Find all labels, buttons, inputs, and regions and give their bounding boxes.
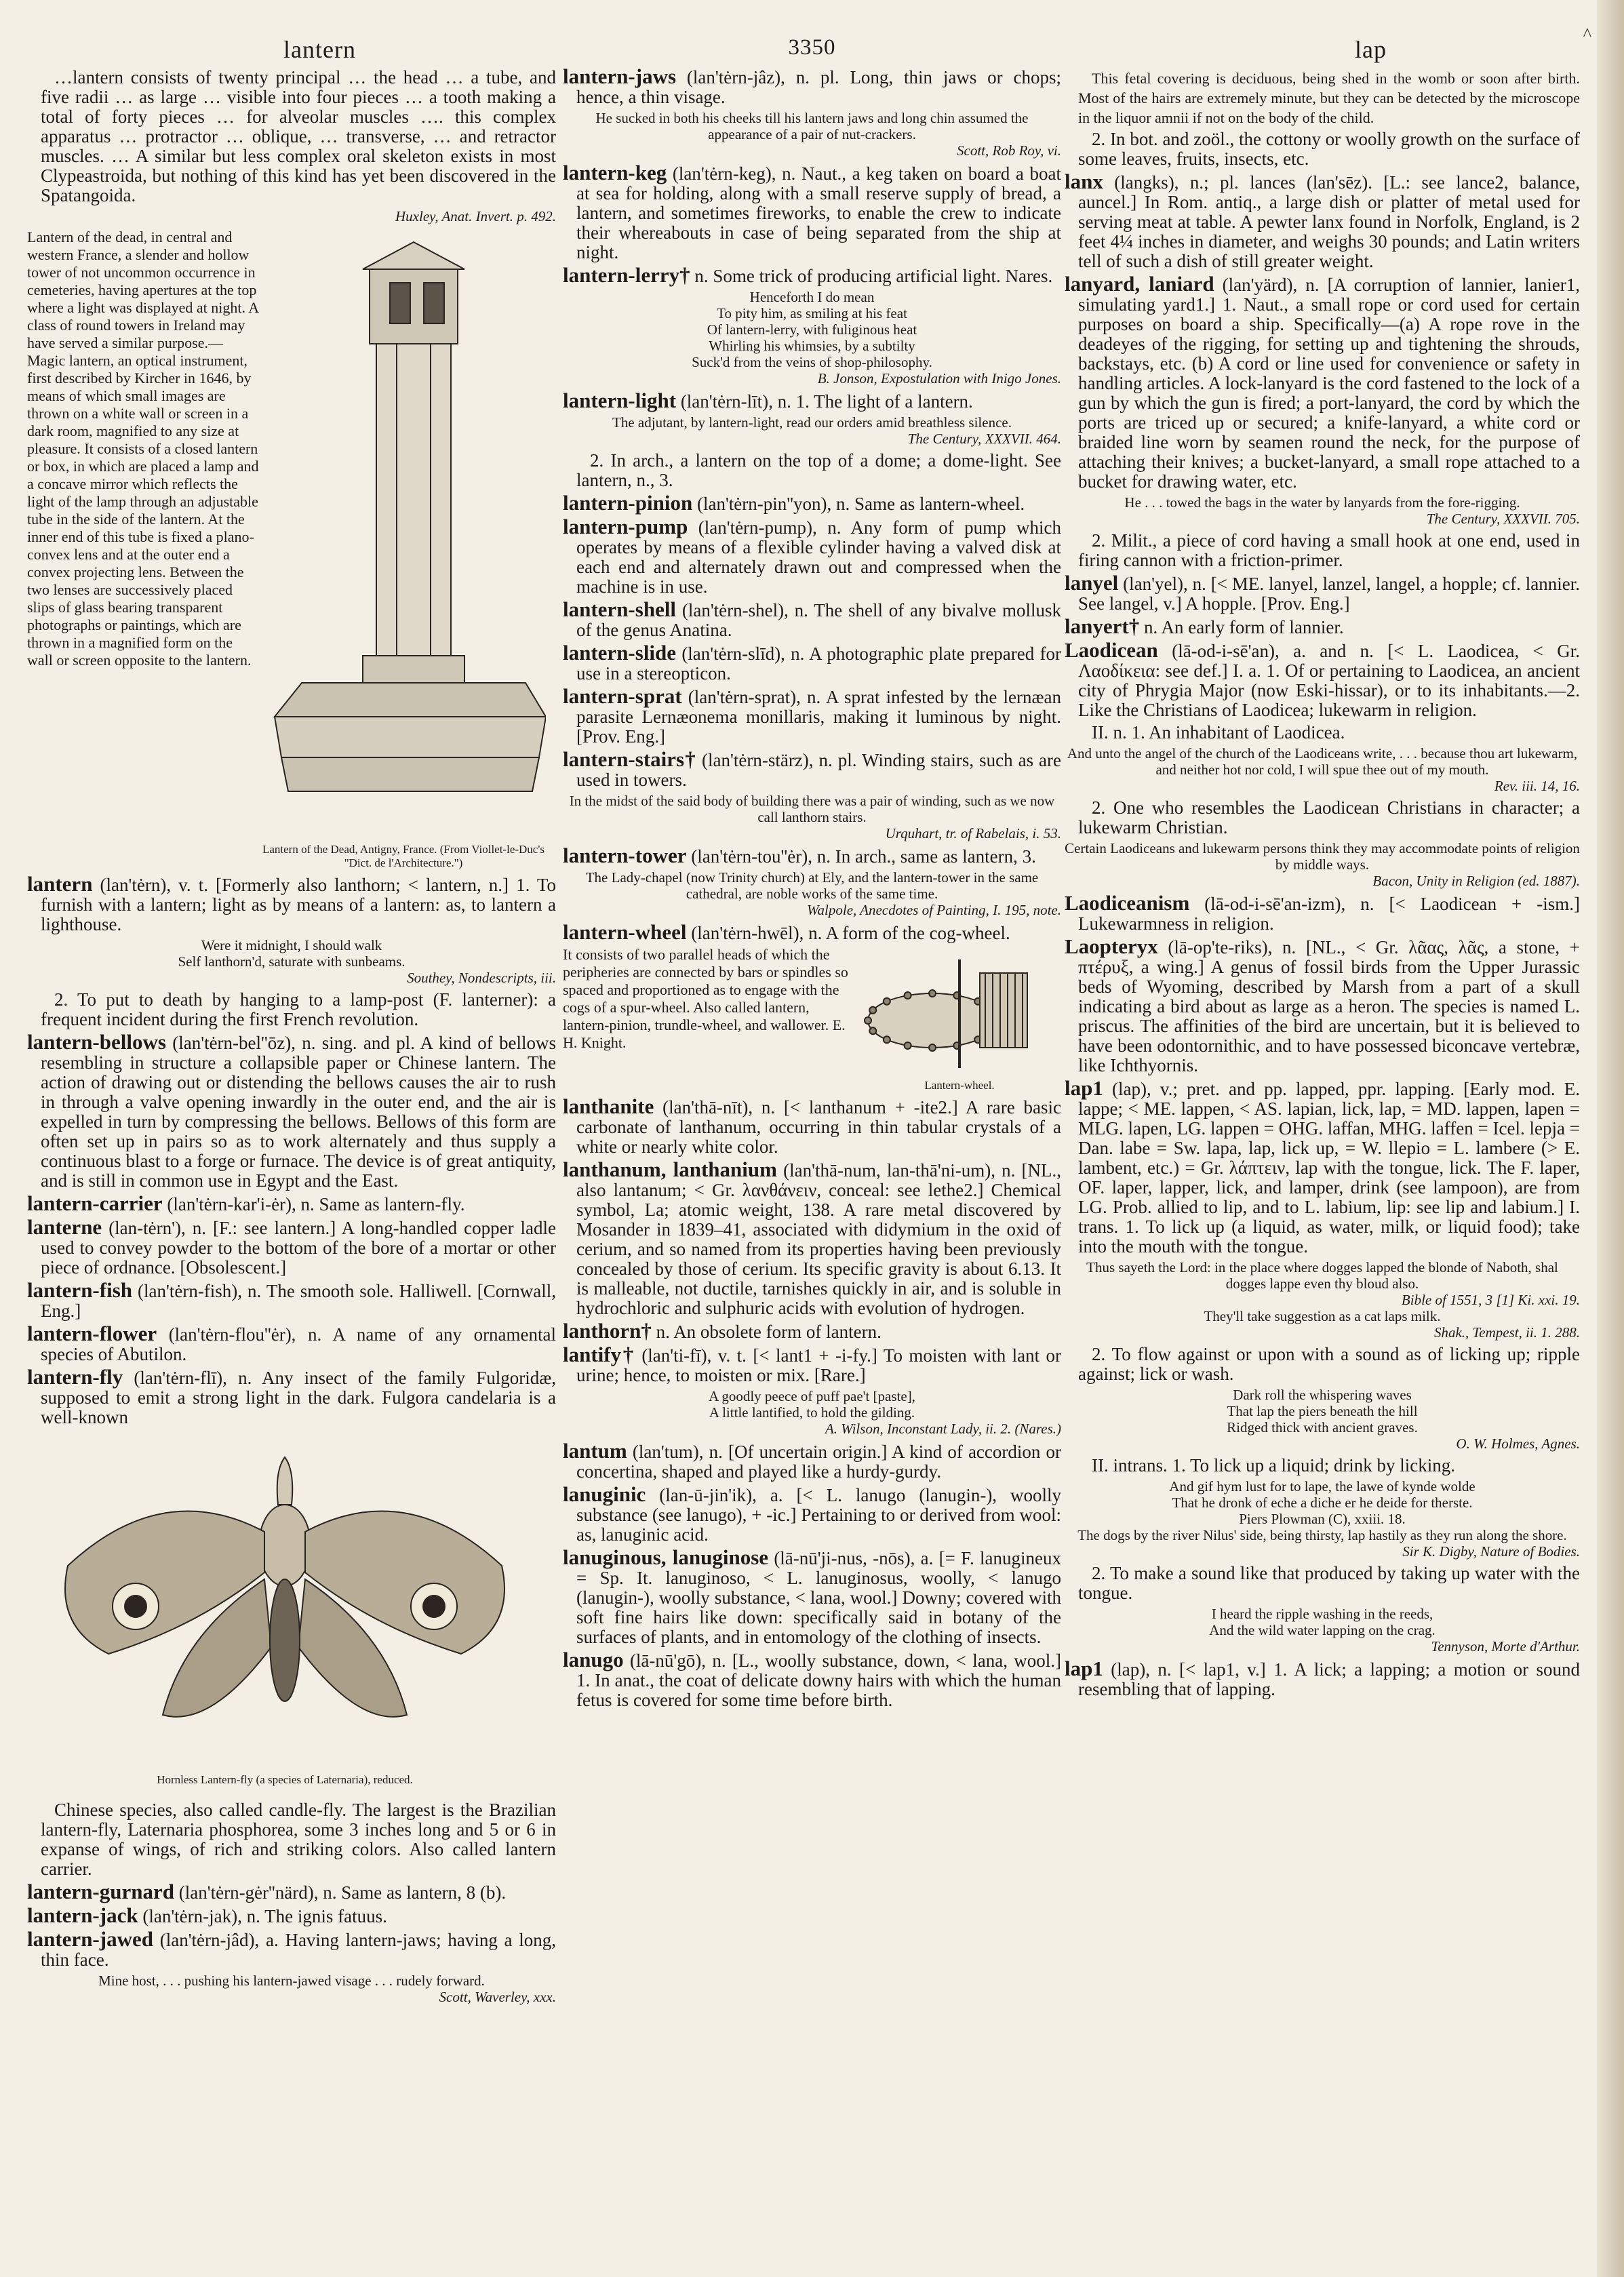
pronunciation: (lan'tėrn-kar'i-ėr), n. xyxy=(167,1194,315,1214)
definition: This fetal covering is deciduous, being shed in the womb or soon after birth. Most of the hairs are extremely minute, but they can be detected by the microscope in the liquor amnii if not on the body of the child. xyxy=(1078,70,1580,126)
citation: O. W. Holmes, Agnes. xyxy=(1456,1436,1580,1452)
pronunciation: n. xyxy=(694,266,709,286)
pronunciation: (lap), n. xyxy=(1111,1659,1172,1680)
dictionary-entry xyxy=(1065,640,1580,720)
headword: lantern-fish xyxy=(27,1278,132,1302)
dictionary-entry xyxy=(1065,1659,1580,1699)
quote-line: Were it midnight, I should walk xyxy=(201,937,382,953)
quote-line: Mine host, . . . pushing his lantern-jawed visage . . . rudely forward. xyxy=(98,1973,485,1989)
citation: B. Jonson, Expostulation with Inigo Jones. xyxy=(817,370,1061,387)
quotation xyxy=(27,937,556,986)
citation: Bacon, Unity in Religion (ed. 1887). xyxy=(1372,873,1580,889)
quotation xyxy=(563,793,1061,842)
quotation xyxy=(563,289,1061,387)
definition: [F.: see lantern.] A long-handled copper ladle used to convey powder to the bottom of the bore of a mortar or other piece of ordnance. [Obsolescent.] xyxy=(41,1218,556,1278)
headword: lantern-shell xyxy=(563,597,677,621)
headword: lanthanite xyxy=(563,1094,654,1118)
definition: 2. To put to death by hanging to a lamp-post (F. lanterner): a frequent incident during the first French revolution. xyxy=(41,989,556,1029)
definition: 2. To make a sound like that produced by taking up water with the tongue. xyxy=(1078,1563,1580,1603)
definition: A kind of bellows resembling in structure a collapsible paper or Chinese lantern. The action of drawing out or distending the bellows causes the air to rush in through a valve opening inwardly in the outer end, and the air is expelled in turn by compressing the bellows. Bellows of this form are often set up in pairs so as to work alternately and thus supply a continuous blast to a forge or furnace. The device is of great antiquity, and is still in common use in Egypt and the East. xyxy=(41,1033,556,1191)
headword: lantern-flower xyxy=(27,1322,157,1345)
headword: lantern-slide xyxy=(563,641,677,665)
headword: lantern-bellows xyxy=(27,1030,166,1054)
definition: A form of the cog-wheel. xyxy=(825,923,1010,943)
dictionary-entry xyxy=(27,1367,556,1427)
definition: An obsolete form of lantern. xyxy=(673,1322,882,1342)
pronunciation: (lan'tėrn-hwēl), n. xyxy=(691,923,823,943)
dictionary-entry xyxy=(1065,172,1580,271)
dictionary-entry xyxy=(1065,1564,1580,1603)
lantern-fly-illustration xyxy=(27,1430,542,1769)
running-head-right: lap xyxy=(1355,36,1387,63)
pronunciation: (lan-ū-jin'ik), a. xyxy=(659,1485,783,1505)
dictionary-entry xyxy=(27,1929,556,1970)
headword: lantern-stairs† xyxy=(563,747,697,771)
entry-text: Lantern of the dead, in central and western France, a slender and hollow tower of not uncommon occurrence in cemeteries, having apertures at the top where a light was displayed at night. A class of round towers in Ireland may have served a similar purpose.— Magic lantern, an optical instrument, first described by Kircher in 1646, by means of which small images are thrown on a white wall or screen in a dark room, magnified to any size at pleasure. It consists of a closed lantern or box, in which are placed a lamp and a concave mirror which reflects the light of the lamp through an adjustable tube in the side of the lantern. At the inner end of this tube is fixed a plano-convex lens and at the outer end a convex projecting lens. Between the two lenses are successively placed slips of glass bearing transparent photographs or paintings, which are thrown in a magnified form on the wall or screen opposite to the lantern. xyxy=(27,229,259,669)
dictionary-entry xyxy=(1065,936,1580,1075)
headword: lantern-lerry† xyxy=(563,263,690,287)
citation: The Century, XXXVII. 705. xyxy=(1426,511,1580,527)
quotation xyxy=(1065,1259,1580,1341)
quotation xyxy=(1065,1478,1580,1560)
pronunciation: (langks), n.; xyxy=(1114,172,1209,193)
headword: lantern-gurnard xyxy=(27,1880,174,1903)
citation: Tennyson, Morte d'Arthur. xyxy=(1431,1638,1580,1655)
pronunciation: (lan'tėrn-flou''ėr), n. xyxy=(168,1324,322,1345)
pronunciation: (lā-od-i-sē'an), a. and n. xyxy=(1172,641,1374,661)
quotation xyxy=(563,869,1061,918)
definition: [Formerly also lanthorn; < lantern, n.] 1. To furnish with a lantern; light as by means of a lantern: as, to lantern a lighthouse. xyxy=(41,875,556,934)
pronunciation: (lan'tėrn-sprat), n. xyxy=(688,687,821,707)
headword: lantern-keg xyxy=(563,161,667,184)
definition: [< lant1 + -i-fy.] To moisten with lant or urine; hence, to moisten or mix. [Rare.] xyxy=(576,1345,1061,1385)
page-edge xyxy=(1597,0,1624,2277)
quotation xyxy=(1065,1606,1580,1655)
definition: [L., woolly substance, down, < lana, wool.] 1. In anat., the coat of delicate downy hairs with which the human fetus is covered for some time before birth. xyxy=(576,1650,1061,1710)
quotation xyxy=(1065,745,1580,794)
quotation xyxy=(563,414,1061,447)
pronunciation: n. xyxy=(1143,617,1158,637)
headword: lanyert† xyxy=(1065,614,1140,638)
pronunciation: (lan'ti-fī), v. t. xyxy=(641,1345,747,1366)
dictionary-entry xyxy=(27,1217,556,1278)
definition: II. intrans. 1. To lick up a liquid; drink by licking. xyxy=(1092,1455,1456,1476)
quote-line: The Lady-chapel (now Trinity church) at Ely, and the lantern-tower in the same cathedral, are noble works of the same time. xyxy=(585,869,1039,902)
citation: Scott, Rob Roy, vi. xyxy=(957,142,1061,159)
pronunciation: (lan'yärd), n. xyxy=(1222,275,1320,295)
figure xyxy=(858,946,1061,1092)
pronunciation: (lā-od-i-sē'an-izm), n. xyxy=(1204,894,1374,914)
pronunciation: (lan'tėrn-shel), n. xyxy=(681,600,808,620)
quote-line: Dark roll the whispering waves xyxy=(1233,1387,1412,1403)
headword: lanuginous, lanuginose xyxy=(563,1545,769,1569)
definition: pl. lances (lan'sēz). [L.: see lance2, balance, auncel.] In Rom. antiq., a large dish or platter of metal used for serving meat at table. A pewter lanx found in Norfolk, England, is 2 feet 4¼ inches in diameter, and weighs 30 pounds; and Latin writers tell of such a dish of still greater weight. xyxy=(1078,172,1580,271)
headword: lanyel xyxy=(1065,571,1119,595)
quotation xyxy=(27,208,556,224)
citation: Huxley, Anat. Invert. p. 492. xyxy=(395,208,556,224)
headword: lanthanum, lanthanium xyxy=(563,1157,777,1181)
definition: …lantern consists of twenty principal … the head … a tube, and five radii … as large … visible into four pieces … a tooth making a total of forty pieces … for alveolar muscles …. this complex apparatus … protractor … oblique, … transverse, … and retractor muscles. … A similar but less complex oral skeleton exists in most Clypeastroida, but nothing of this kind has yet been discovered in the Spatangoida. xyxy=(41,67,556,205)
definition: 2. One who resembles the Laodicean Christians in character; a lukewarm Christian. xyxy=(1078,797,1580,837)
definition: [< Laodicean + -ism.] Lukewarmness in religion. xyxy=(1078,894,1580,934)
quote-line: Ridged thick with ancient graves. xyxy=(1227,1419,1418,1436)
headword: lap1 xyxy=(1065,1076,1103,1100)
dictionary-entry xyxy=(1065,893,1580,934)
dictionary-entry xyxy=(27,1324,556,1364)
headword: lantern-jawed xyxy=(27,1927,153,1951)
pronunciation: (lan'tėrn-jak), n. xyxy=(142,1906,260,1926)
pronunciation: (lan'tėrn-pin''yon), n. xyxy=(696,494,850,514)
definition: A name of any ornamental species of Abutilon. xyxy=(41,1324,556,1364)
lantern-wheel-illustration xyxy=(858,946,1054,1075)
dictionary-entry xyxy=(27,990,556,1029)
dictionary-entry xyxy=(563,1650,1061,1710)
headword: lantern-jaws xyxy=(563,66,677,88)
dictionary-entry xyxy=(563,1547,1061,1647)
citation: The Century, XXXVII. 464. xyxy=(907,431,1061,447)
dictionary-entry xyxy=(1065,130,1580,169)
headword: lantern-carrier xyxy=(27,1191,163,1215)
definition: [< lanthanum + -ite2.] A rare basic carbonate of lanthanum, occurring in thin tabular crystals of a white or nearly white color. xyxy=(576,1097,1061,1157)
headword: lantern-fly xyxy=(27,1365,123,1389)
definition: In arch., same as lantern, 3. xyxy=(835,846,1036,867)
definition: [< L. lanugo (lanugin-), woolly substance (see lanugo), + -ic.] Pertaining to or derived from wool: as, lanuginic acid. xyxy=(576,1485,1061,1545)
quote-line: A little lantified, to hold the gilding. xyxy=(709,1404,915,1421)
column-1 xyxy=(27,66,556,2257)
headword: lantern-sprat xyxy=(563,684,682,708)
quotation xyxy=(563,1388,1061,1437)
quote-line: To pity him, as smiling at his feat xyxy=(717,305,907,321)
dictionary-entry xyxy=(563,265,1061,286)
definition: Some trick of producing artificial light. Nares. xyxy=(713,266,1053,286)
definition: [NL., also lantanum; < Gr. λανθάνειν, conceal: see lethe2.] Chemical symbol, La; atomic weight, 138. A rare metal discovered by Mosander in 1839–41, associated with didymium in the oxid of cerium, and so named from its properties having been previously concealed by those of cerium. Its specific gravity is about 6.13. It is malleable, not ductile, tarnishes quickly in air, and is soluble in hydrochloric and sulphuric acids with evolution of hydrogen. xyxy=(576,1160,1061,1318)
headword: lantern-light xyxy=(563,389,677,412)
dictionary-entry xyxy=(563,846,1061,867)
quote-line: I heard the ripple washing in the reeds, xyxy=(1211,1606,1433,1622)
pronunciation: (lan'tėrn-fish), n. xyxy=(138,1281,262,1301)
definition: Same as lantern, 8 (b). xyxy=(341,1882,507,1903)
page-header xyxy=(0,35,1624,69)
definition: [Of uncertain origin.] A kind of accordion or concertina, shaped and played like a hurdy-gurdy. xyxy=(576,1442,1061,1482)
headword: lap1 xyxy=(1065,1657,1103,1680)
quote-line: That lap the piers beneath the hill xyxy=(1227,1403,1418,1419)
corner-mark: ^ xyxy=(1583,24,1591,44)
dictionary-entry xyxy=(1065,1456,1580,1476)
definition: [NL., < Gr. λᾶας, λᾶς, a stone, + πτέρυξ, a wing.] A genus of fossil birds from the Upper Jurassic beds of Wyoming, described by Marsh from a part of a skull indicating a bird about as large as a heron. The species is named L. priscus. The affinities of the bird are uncertain, but it is believed to have been odontornithic, and to have possessed biconcave vertebræ, like Ichthyornis. xyxy=(1078,937,1580,1075)
quote-line: And the wild water lapping on the crag. xyxy=(1209,1622,1435,1638)
pronunciation: (lap), v.; xyxy=(1112,1079,1178,1099)
pronunciation: (lan'tėrn-keg), n. xyxy=(672,163,796,184)
dictionary-entry xyxy=(1065,68,1580,127)
quotation xyxy=(1065,494,1580,527)
pronunciation: (lan'tėrn-tou''ėr), n. xyxy=(691,846,831,867)
dictionary-entry xyxy=(563,1096,1061,1157)
dictionary-entry xyxy=(1065,573,1580,614)
quote-line: Henceforth I do mean xyxy=(749,289,875,305)
definition: [< ME. lanyel, lanzel, langel, a hopple; cf. lannier. See langel, v.] A hopple. [Prov. Eng.] xyxy=(1078,574,1580,614)
dictionary-entry xyxy=(27,1905,556,1926)
citation: Southey, Nondescripts, iii. xyxy=(407,970,556,986)
citation: Bible of 1551, 3 [1] Ki. xxi. 19. xyxy=(1401,1292,1580,1308)
citation: Walpole, Anecdotes of Painting, I. 195, note. xyxy=(806,902,1061,918)
quote-line: And unto the angel of the church of the Laodiceans write, . . . because thou art lukewarm, and neither hot nor cold, I will spue thee out of my mouth. xyxy=(1067,745,1578,778)
citation: Shak., Tempest, ii. 1. 288. xyxy=(1433,1324,1580,1341)
dictionary-entry xyxy=(1065,274,1580,492)
pronunciation: (lan'tėrn-jâz), n. pl. xyxy=(686,67,839,87)
quote-line: The adjutant, by lantern-light, read our orders amid breathless silence. xyxy=(612,414,1012,431)
headword: lanuginic xyxy=(563,1482,646,1506)
quote-line: He . . . towed the bags in the water by lanyards from the fore-rigging. xyxy=(1124,494,1520,511)
pronunciation: (lan'tėrn-stärz), n. pl. xyxy=(702,750,857,770)
dictionary-entry xyxy=(563,517,1061,597)
pronunciation: (lan'tėrn-bel''ōz), n. sing. and pl. xyxy=(172,1033,415,1053)
dictionary-entry xyxy=(27,1800,556,1879)
dictionary-entry xyxy=(27,1280,556,1321)
definition: The smooth sole. Halliwell. [Cornwall, Eng.] xyxy=(41,1281,556,1321)
lantern-wheel-block xyxy=(563,946,1061,1092)
definition: The ignis fatuus. xyxy=(264,1906,387,1926)
citation: A. Wilson, Inconstant Lady, ii. 2. (Nares.) xyxy=(825,1421,1061,1437)
pronunciation: (lan'tėrn-pump), n. xyxy=(698,517,841,538)
quote-line: That he dronk of eche a diche er he deide for therste. xyxy=(1172,1494,1473,1511)
headword: lanx xyxy=(1065,170,1103,193)
definition: Naut., a keg taken on board a boat at sea for holding, along with a small reserve supply of bread, a lantern, and sometimes fireworks, to enable the crew to indicate their whereabouts in case of being separated from the ship at night. xyxy=(576,163,1061,262)
headword: Laodicean xyxy=(1065,638,1158,662)
definition: Chinese species, also called candle-fly. The largest is the Brazilian lantern-fly, Laternaria phosphorea, some 3 inches long and 5 or 6 in expanse of wings, of rich and striking colors. Also called lantern carrier. xyxy=(41,1800,556,1879)
definition: [A corruption of lannier, lanier1, simulating yard1.] 1. Naut., a small rope or cord used for certain purposes on board a ship. Specifically—(a) A rope rove in the deadeyes of the rigging, for setting up and tightening the shrouds, backstays, etc. (b) A cord or line used for convenience or safety in handling articles. A lock-lanyard is the cord fastened to the lock of a gun by which the gun is fired; a port-lanyard, the cord by which the ports are triced up or secured; a knife-lanyard, a white cord or braided line worn by seamen round the neck, for the purpose of attaching their knives; a bucket-lanyard, a small rope attached to a bucket for drawing water, etc. xyxy=(1078,275,1580,492)
dictionary-entry xyxy=(27,1882,556,1903)
quotation xyxy=(27,1973,556,2005)
pronunciation: (lā-op'te-riks), n. xyxy=(1168,937,1296,957)
dictionary-entry xyxy=(563,599,1061,640)
pronunciation: (lā-nū'gō), n. xyxy=(629,1650,726,1671)
headword: lantern xyxy=(27,872,93,896)
quote-line: Certain Laodiceans and lukewarm persons think they may accommodate points of religion by middle ways. xyxy=(1065,840,1580,873)
definition: 2. Milit., a piece of cord having a small hook at one end, used in firing cannon with a friction-primer. xyxy=(1078,530,1580,570)
column-3 xyxy=(1065,66,1580,2257)
definition: [= F. lanugineux = Sp. It. lanuginoso, < L. lanuginosus, woolly, < lanugo (lanugin-), woolly substance, < lana, wool.] Downy; covered with soft fine hairs like down: specifically said in botany of the surfaces of plants, and in entomology of the clothing of insects. xyxy=(576,1548,1061,1647)
quote-line: Whirling his whimsies, by a subtilty xyxy=(709,338,915,354)
dictionary-entry xyxy=(563,749,1061,790)
definition: 2. In bot. and zoöl., the cottony or woolly growth on the surface of some leaves, fruits, insects, etc. xyxy=(1078,129,1580,169)
quotation xyxy=(1065,1387,1580,1452)
dictionary-entry xyxy=(1065,531,1580,570)
pronunciation: (lan'thā-num, lan-thā'ni-um), n. xyxy=(783,1160,1016,1181)
headword: lanterne xyxy=(27,1215,102,1239)
definition: Same as lantern-fly. xyxy=(319,1194,465,1214)
headword: lantify† xyxy=(563,1343,635,1366)
dictionary-entry xyxy=(27,1032,556,1191)
definition: [< lap1, v.] 1. A lick; a lapping; a motion or sound resembling that of lapping. xyxy=(1078,1659,1580,1699)
quote-line: He sucked in both his cheeks till his lantern jaws and long chin assumed the appearance of a pair of nut-crackers. xyxy=(595,110,1029,142)
dictionary-entry xyxy=(563,66,1061,107)
quote-line: They'll take suggestion as a cat laps milk. xyxy=(1204,1308,1441,1324)
dictionary-entry xyxy=(563,163,1061,262)
dictionary-entry xyxy=(563,1441,1061,1482)
definition: II. n. 1. An inhabitant of Laodicea. xyxy=(1092,722,1345,742)
headword: lantern-jack xyxy=(27,1903,138,1927)
quote-line: A goodly peece of puff pae't [paste], xyxy=(709,1388,915,1404)
quote-line: In the midst of the said body of building there was a pair of winding, such as we now call lanthorn stairs. xyxy=(569,793,1055,825)
dictionary-entry xyxy=(563,493,1061,514)
headword: Laodiceanism xyxy=(1065,891,1190,915)
definition: A photographic plate prepared for use in a stereopticon. xyxy=(576,644,1061,684)
definition: Any form of pump which operates by means of a flexible cylinder having a valved disk at each end and alternately drawn out and compressed when the machine is in use. xyxy=(576,517,1061,597)
definition: 2. In arch., a lantern on the top of a dome; a dome-light. See lantern, n., 3. xyxy=(576,450,1061,490)
figure xyxy=(261,229,546,870)
quotation xyxy=(563,110,1061,159)
pronunciation: (lan'tėrn-jâd), a. xyxy=(159,1930,279,1950)
dictionary-entry xyxy=(563,1157,1061,1318)
figure-caption: Hornless Lantern-fly (a species of Laternaria), reduced. xyxy=(157,1773,413,1786)
quote-line: The dogs by the river Nilus' side, being thirsty, lap hastily as they run along the shore. xyxy=(1077,1527,1567,1543)
pronunciation: (lan'tėrn-flī), n. xyxy=(134,1368,252,1388)
dictionary-entry xyxy=(27,68,556,205)
quote-line: Of lantern-lerry, with fuliginous heat xyxy=(707,321,917,338)
definition: 2. To flow against or upon with a sound as of licking up; ripple against; lick or wash. xyxy=(1078,1344,1580,1384)
headword: Laopteryx xyxy=(1065,934,1158,958)
dictionary-entry xyxy=(27,1193,556,1214)
lantern-of-dead-block xyxy=(27,229,556,870)
dictionary-entry xyxy=(27,874,556,934)
quote-line: And gif hym lust for to lape, the lawe of kynde wolde xyxy=(1169,1478,1476,1494)
definition: Having lantern-jaws; having a long, thin face. xyxy=(41,1930,556,1970)
headword: lanugo xyxy=(563,1648,624,1671)
definition: The shell of any bivalve mollusk of the genus Anatina. xyxy=(576,600,1061,640)
pronunciation: (lan'tėrn-līt), n. xyxy=(680,391,791,412)
pronunciation: (lan-tėrn'), n. xyxy=(108,1218,206,1238)
dictionary-entry xyxy=(1065,616,1580,637)
dictionary-entry xyxy=(563,643,1061,684)
quote-line: Self lanthorn'd, saturate with sunbeams. xyxy=(178,953,405,970)
dictionary-entry xyxy=(563,451,1061,490)
definition: [< L. Laodicea, < Gr. Λαοδίκεια: see def.] I. a. 1. Of or pertaining to Laodicea, an ancient city of Phrygia Major (now Eski-hissar), or to its inhabitants.—2. Like the Christians of Laodicea; lukewarm in religion. xyxy=(1078,641,1580,720)
headword: lantum xyxy=(563,1439,627,1463)
pronunciation: (lā-nū'ji-nus, -nōs), a. xyxy=(774,1548,934,1568)
definition: Winding stairs, such as are used in towers. xyxy=(576,750,1061,790)
definition: 1. The light of a lantern. xyxy=(795,391,973,412)
citation: Rev. iii. 14, 16. xyxy=(1494,778,1580,794)
citation: Urquhart, tr. of Rabelais, i. 53. xyxy=(885,825,1061,842)
headword: lanyard, laniard xyxy=(1065,272,1214,296)
dictionary-entry xyxy=(1065,1345,1580,1384)
figure xyxy=(27,1430,542,1796)
quote-line: Piers Plowman (C), xxiii. 18. xyxy=(1239,1511,1406,1527)
running-head-left: lantern xyxy=(283,36,356,63)
pronunciation: (lan'yel), n. xyxy=(1123,574,1206,594)
dictionary-entry xyxy=(1065,1078,1580,1256)
column-2 xyxy=(563,66,1061,2257)
definition: An early form of lannier. xyxy=(1161,617,1344,637)
citation: Sir K. Digby, Nature of Bodies. xyxy=(1402,1543,1580,1560)
dictionary-entry xyxy=(563,922,1061,943)
definition: A sprat infested by the lernæan parasite Lernæonema monillaris, making it luminous by night. [Prov. Eng.] xyxy=(576,687,1061,747)
citation: Scott, Waverley, xxx. xyxy=(439,1989,556,2005)
pronunciation: (lan'tėrn), v. t. xyxy=(100,875,208,895)
definition: Long, thin jaws or chops; hence, a thin visage. xyxy=(576,67,1061,107)
quotation xyxy=(1065,840,1580,889)
pronunciation: (lan'tėrn-slīd), n. xyxy=(681,644,805,664)
headword: lanthorn† xyxy=(563,1319,652,1343)
pronunciation: (lan'tum), n. xyxy=(632,1442,723,1462)
figure-caption: Lantern of the Dead, Antigny, France. (From Viollet-le-Duc's "Dict. de l'Architecture.") xyxy=(262,843,545,869)
dictionary-entry xyxy=(563,1484,1061,1545)
dictionary-entry xyxy=(563,686,1061,747)
lantern-of-dead-illustration xyxy=(261,229,546,839)
definition: Any insect of the family Fulgoridæ, supposed to emit a strong light in the dark. Fulgora candelaria is a well-known xyxy=(41,1368,556,1427)
dictionary-entry xyxy=(1065,798,1580,837)
dictionary-entry xyxy=(563,391,1061,412)
headword: lantern-tower xyxy=(563,844,687,867)
dictionary-entry xyxy=(1065,723,1580,742)
pronunciation: (lan'thā-nīt), n. xyxy=(662,1097,776,1117)
headword: lantern-wheel xyxy=(563,920,687,944)
pronunciation: n. xyxy=(656,1322,670,1342)
dictionary-entry xyxy=(563,1345,1061,1385)
definition: pret. and pp. lapped, ppr. lapping. [Early mod. E. lappe; < ME. lappen, < AS. lapian, lick, lap, = MD. lappen, lapen = MLG. lapen, LG. lappen = OHG. laffan, MHG. laffen = Icel. lepja = Dan. labe = Sw. lapa, lap, lick up, = W. llepio = L. lambere (> E. lambent, etc.) = Gr. λάπτειν, lap with the tongue, lick. The F. laper, OF. laper, lapper, lick, and lamper, drink (see lampoon), are from LG. Prob. allied to lip, and to L. labium, lip: see lip and labium.] I. trans. 1. To lick up (a liquid, as water, milk, or liquid food); take into the mouth with the tongue. xyxy=(1078,1079,1580,1256)
dictionary-entry xyxy=(563,1321,1061,1342)
page-number: 3350 xyxy=(788,35,836,60)
entry-text: It consists of two parallel heads of which the peripheries are connected by bars or spindles so spaced and proportioned as to engage with the cogs of a spur-wheel. Also called lantern, lantern-pinion, trundle-wheel, and wallower. E. H. Knight. xyxy=(563,946,848,1051)
headword: lantern-pump xyxy=(563,515,688,538)
headword: lantern-pinion xyxy=(563,491,693,515)
figure-caption: Lantern-wheel. xyxy=(924,1079,995,1092)
quote-line: Suck'd from the veins of shop-philosophy. xyxy=(692,354,932,370)
quote-line: Thus sayeth the Lord: in the place where dogges lapped the blonde of Naboth, shal dogges lappe even thy bloud also. xyxy=(1086,1259,1558,1292)
pronunciation: (lan'tėrn-gėr''närd), n. xyxy=(178,1882,337,1903)
definition: Same as lantern-wheel. xyxy=(854,494,1025,514)
